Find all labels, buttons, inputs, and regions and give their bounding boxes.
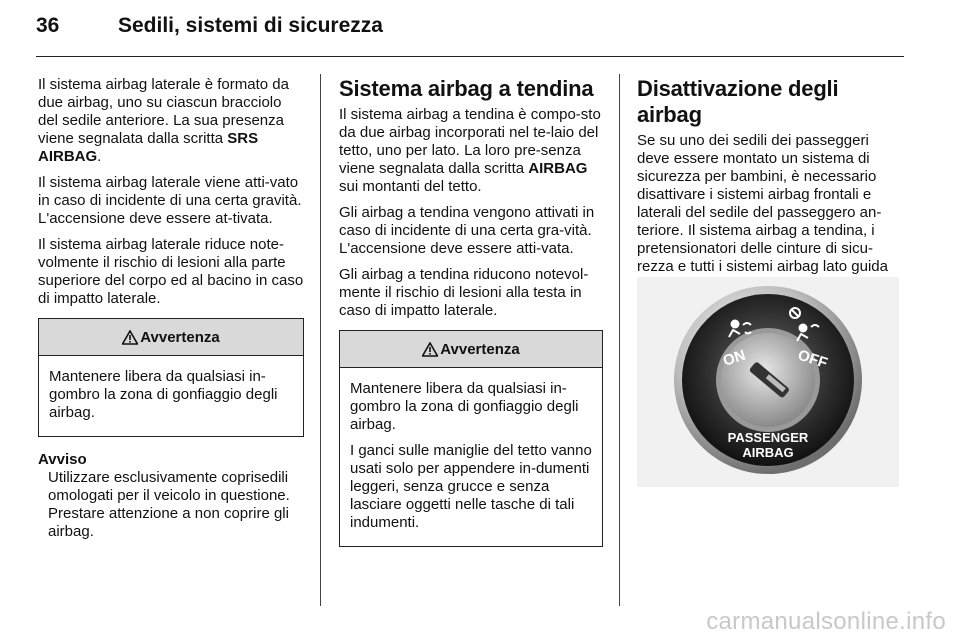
warning-title: Avvertenza <box>440 340 520 358</box>
warning-box <box>38 318 304 437</box>
warning-body <box>340 368 602 546</box>
page-title: Sedili, sistemi di sicurezza <box>118 14 383 37</box>
header-rule <box>36 56 904 57</box>
off-label: OFF <box>795 346 830 373</box>
paragraph: Il sistema airbag a tendina è compo-sto da due airbag incorporati nel te-laio del tetto, uno per lato. La loro pre-senza viene segnalata dalla scritta AIRBAG sui montanti del tetto. <box>339 106 601 195</box>
warning-text: I ganci sulle maniglie del tetto vanno usati solo per appendere in-dumenti leggeri, senza grucce e senza lasciare oggetti nelle tasche di tali indumenti. <box>350 442 592 531</box>
warning-text: Mantenere libera da qualsiasi in-gombro la zona di gonfiaggio degli airbag. <box>49 368 278 421</box>
on-label: ON <box>720 346 748 370</box>
passenger-label: PASSENGER <box>727 430 809 445</box>
section-heading: Sistema airbag a tendina <box>339 76 594 101</box>
page-number: 36 <box>36 14 60 37</box>
airbag-switch-label: AIRBAG <box>742 445 794 460</box>
paragraph: Il sistema airbag laterale viene atti-vato in caso di incidente di una certa gravità. L'accensione deve essere at-tivata. <box>38 174 302 227</box>
section-heading: Disattivazione degli airbag <box>637 76 839 127</box>
column-divider <box>619 74 620 606</box>
paragraph: Il sistema airbag laterale riduce note-volmente il rischio di lesioni alla parte superiore del corpo ed al bacino in caso di impatto laterale. <box>38 236 304 307</box>
column-side-airbag <box>38 76 304 541</box>
column-curtain-airbag <box>339 76 603 547</box>
warning-title: Avvertenza <box>140 328 220 346</box>
airbag-switch-photo <box>637 277 899 487</box>
warning-icon <box>422 342 438 357</box>
paragraph: Gli airbag a tendina riducono notevol-mente il rischio di lesioni alla testa in caso di impatto laterale. <box>339 266 589 319</box>
column-divider <box>320 74 321 606</box>
srs-airbag-label: SRS AIRBAG <box>38 130 259 165</box>
paragraph: Gli airbag a tendina vengono attivati in caso di incidente di una certa gra-vità. L'accensione deve essere atti-vata. <box>339 204 595 257</box>
column-airbag-deactivation <box>637 76 903 302</box>
note-text: Utilizzare esclusivamente coprisedili omologati per il veicolo in questione. Prestare attenzione a non coprire gli airbag. <box>48 469 290 540</box>
airbag-key-switch-illustration <box>637 277 899 487</box>
warning-header <box>340 331 602 368</box>
airbag-label: AIRBAG <box>528 160 588 177</box>
paragraph: Se su uno dei sedili dei passeggeri deve essere montato un sistema di sicurezza per bambini, è necessario disattivare i sistemi airbag frontali e laterali del sedile del passeggero an-teriore. Il sistema airbag a tendina, i pretensionatori delle cinture di sicu-rezza e tutti i sistemi airbag lato guida <box>637 132 888 275</box>
note-label: Avviso <box>38 451 87 468</box>
paragraph: Il sistema airbag laterale è formato da due airbag, uno su ciascun bracciolo del sedile anteriore. La sua presenza viene segnalata dalla scritta SRS AIRBAG. <box>38 76 289 165</box>
warning-body <box>39 356 303 436</box>
warning-box <box>339 330 603 547</box>
warning-icon <box>122 330 138 345</box>
watermark: carmanualsonline.info <box>706 608 946 635</box>
warning-header <box>39 319 303 356</box>
warning-text: Mantenere libera da qualsiasi in-gombro la zona di gonfiaggio degli airbag. <box>350 380 579 433</box>
